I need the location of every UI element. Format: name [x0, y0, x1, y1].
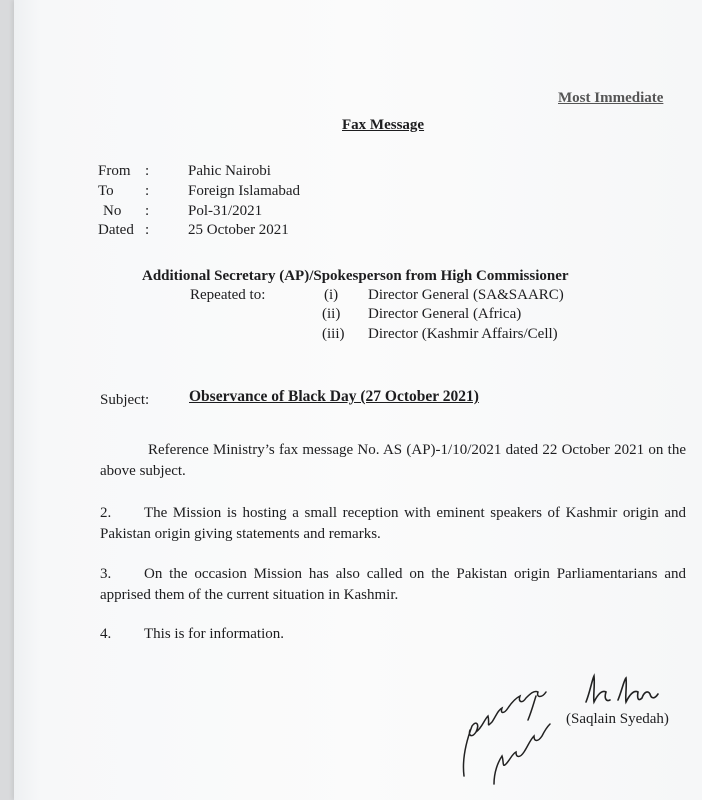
paragraph-3 — [100, 564, 686, 606]
paragraph-number: 2. — [100, 505, 112, 521]
dated-row — [14, 222, 702, 242]
paragraph-number: 3. — [100, 566, 112, 582]
to-label: To — [98, 183, 114, 199]
paragraph-text: On the occasion Mission has also called on the Pakistan origin Parliamentarians and apprised them of the current situation in Kashmir. — [100, 566, 686, 603]
addressee: Additional Secretary (AP)/Spokesperson from High Commissioner — [142, 268, 569, 284]
initials-signature-icon — [580, 672, 690, 708]
to-row — [14, 183, 702, 203]
number-colon: : — [145, 203, 150, 219]
to-colon: : — [145, 183, 150, 199]
subject-label: Subject: — [100, 392, 150, 408]
paragraph-text: This is for information. — [144, 626, 284, 642]
repeated-item-text: Director General (Africa) — [368, 306, 522, 322]
subject-text: Observance of Black Day (27 October 2021) — [189, 388, 479, 405]
paragraph-1: Reference Ministry’s fax message No. AS (AP)-1/10/2021 dated 22 October 2021 on the above subject. — [100, 442, 686, 479]
from-row — [14, 163, 702, 183]
handwritten-signature-icon — [442, 680, 562, 790]
repeated-item-text: Director (Kashmir Affairs/Cell) — [368, 326, 558, 342]
priority-label: Most Immediate — [558, 90, 664, 106]
paragraph-text: The Mission is hosting a small reception with eminent speakers of Kashmir origin and Pakistan origin giving statements and remarks. — [100, 505, 686, 542]
from-label: From — [98, 163, 131, 179]
repeated-item-number: (iii) — [322, 326, 345, 342]
document-title: Fax Message — [342, 117, 425, 133]
from-value: Pahic Nairobi — [188, 163, 271, 179]
number-value: Pol-31/2021 — [188, 203, 263, 219]
paragraph-number: 4. — [100, 626, 112, 642]
signatory-name: (Saqlain Syedah) — [566, 711, 669, 727]
number-row — [14, 203, 702, 223]
number-label: No — [103, 203, 122, 219]
fax-page — [14, 0, 702, 800]
paragraph-4 — [100, 624, 686, 645]
to-value: Foreign Islamabad — [188, 183, 301, 199]
repeated-item-text: Director General (SA&SAARC) — [368, 287, 564, 303]
repeated-item-number: (i) — [324, 287, 339, 303]
dated-label: Dated — [98, 222, 134, 238]
repeated-to-label: Repeated to: — [190, 287, 266, 303]
paragraph-2 — [100, 503, 686, 545]
from-colon: : — [145, 163, 150, 179]
dated-value: 25 October 2021 — [188, 222, 289, 238]
dated-colon: : — [145, 222, 150, 238]
repeated-item-number: (ii) — [322, 306, 341, 322]
